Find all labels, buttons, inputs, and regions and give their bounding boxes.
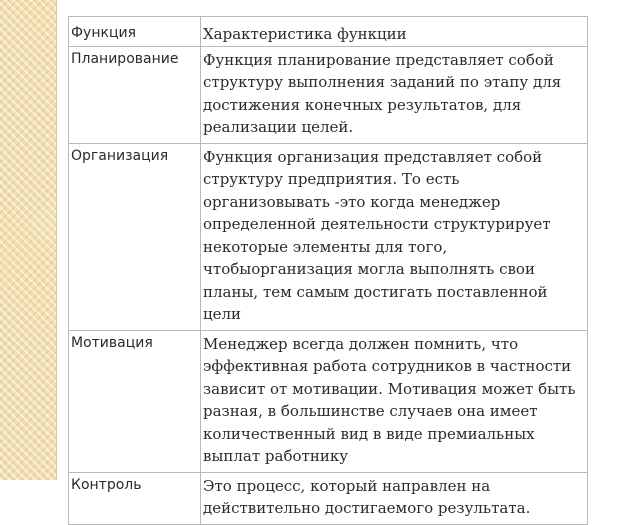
row-function: Планирование <box>69 46 201 143</box>
row-description: Функция организация представляет собой структуру предприятия. То есть организовывать -это когда менеджер определенной деятельности структурирует некоторые элементы для того, чтобыорганизация могла выполнять свои планы, тем самым достигать поставленной цели <box>201 143 588 330</box>
table-row <box>69 330 588 472</box>
row-description: Это процесс, который направлен на действительно достигаемого результата. <box>201 472 588 524</box>
header-function: Функция <box>69 17 201 47</box>
table-row <box>69 46 588 143</box>
table-header-row <box>69 17 588 47</box>
table-row <box>69 143 588 330</box>
row-function: Мотивация <box>69 330 201 472</box>
row-function: Контроль <box>69 472 201 524</box>
decorative-side-pattern <box>0 0 56 480</box>
side-pattern-edge <box>56 0 57 480</box>
row-description: Менеджер всегда должен помнить, что эффективная работа сотрудников в частности зависит от мотивации. Мотивация может быть разная, в большинстве случаев она имеет количественный вид в виде премиальных выплат работнику <box>201 330 588 472</box>
header-description: Характеристика функции <box>201 17 588 47</box>
management-functions-table <box>68 16 588 525</box>
row-function: Организация <box>69 143 201 330</box>
row-description: Функция планирование представляет собой структуру выполнения заданий по этапу для достижения конечных результатов, для реализации целей. <box>201 46 588 143</box>
